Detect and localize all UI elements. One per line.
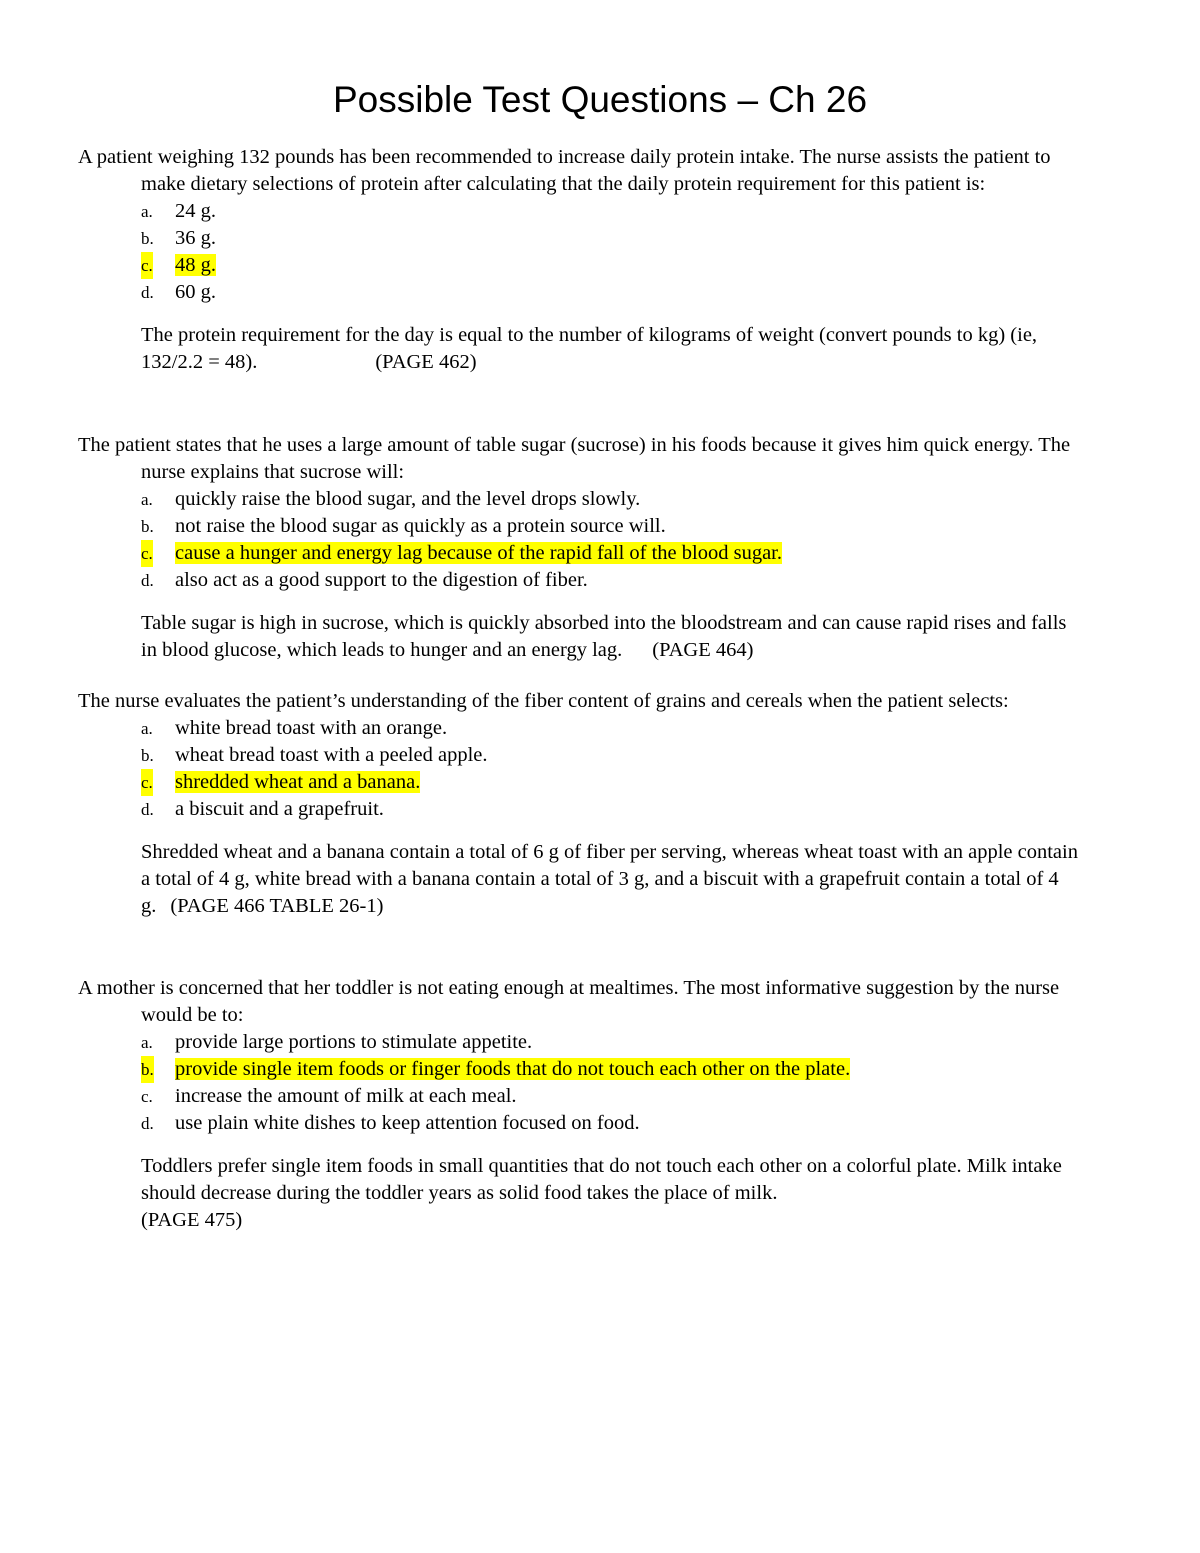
answer-rationale bbox=[78, 1153, 1078, 1234]
option-letter: d. bbox=[141, 283, 154, 302]
option-text: 60 g. bbox=[175, 281, 216, 303]
question-stem: The patient states that he uses a large amount of table sugar (sucrose) in his foods because it gives him quick energy. The nurse explains that sucrose will: bbox=[78, 434, 1071, 483]
option-letter: d. bbox=[141, 800, 154, 819]
option-d bbox=[78, 796, 1078, 823]
option-letter: d. bbox=[141, 1114, 154, 1133]
option-text: also act as a good support to the digestion of fiber. bbox=[175, 569, 588, 591]
option-c-correct bbox=[78, 252, 1078, 279]
option-text-highlighted: cause a hunger and energy lag because of the rapid fall of the blood sugar. bbox=[175, 542, 782, 564]
page-reference: (PAGE 466 TABLE 26-1) bbox=[170, 895, 384, 917]
option-letter: d. bbox=[141, 571, 154, 590]
answer-options bbox=[78, 715, 1078, 823]
option-d bbox=[78, 1110, 1078, 1137]
option-c-correct bbox=[78, 769, 1078, 796]
option-letter: c. bbox=[141, 540, 153, 567]
answer-rationale bbox=[78, 610, 1078, 664]
answer-rationale bbox=[78, 322, 1078, 376]
option-letter: a. bbox=[141, 1033, 153, 1052]
option-letter: b. bbox=[141, 1056, 154, 1083]
option-b bbox=[78, 513, 1078, 540]
option-letter: b. bbox=[141, 517, 154, 536]
option-letter: b. bbox=[141, 746, 154, 765]
option-letter: c. bbox=[141, 769, 153, 796]
option-text: increase the amount of milk at each meal. bbox=[175, 1085, 517, 1107]
option-a bbox=[78, 715, 1078, 742]
question-4 bbox=[78, 975, 1078, 1234]
page-reference: (PAGE 464) bbox=[652, 639, 754, 661]
option-text-highlighted: provide single item foods or finger foods that do not touch each other on the plate. bbox=[175, 1058, 851, 1080]
page-reference: (PAGE 462) bbox=[375, 351, 477, 373]
option-d bbox=[78, 567, 1078, 594]
option-text: provide large portions to stimulate appetite. bbox=[175, 1031, 533, 1053]
option-text: use plain white dishes to keep attention focused on food. bbox=[175, 1112, 640, 1134]
rationale-text: Toddlers prefer single item foods in small quantities that do not touch each other on a colorful plate. Milk intake should decrease during the toddler years as solid food takes the place of milk. bbox=[141, 1155, 1062, 1204]
answer-options bbox=[78, 198, 1078, 306]
option-text: a biscuit and a grapefruit. bbox=[175, 798, 384, 820]
question-3 bbox=[78, 688, 1078, 920]
question-stem: A patient weighing 132 pounds has been recommended to increase daily protein intake. The nurse assists the patient to make dietary selections of protein after calculating that the daily protein requirement for this patient is: bbox=[78, 146, 1051, 195]
question-1 bbox=[78, 144, 1078, 376]
option-a bbox=[78, 198, 1078, 225]
option-b-correct bbox=[78, 1056, 1078, 1083]
question-2 bbox=[78, 432, 1078, 664]
option-text-highlighted: 48 g. bbox=[175, 254, 216, 276]
option-a bbox=[78, 1029, 1078, 1056]
option-text: quickly raise the blood sugar, and the level drops slowly. bbox=[175, 488, 641, 510]
option-text: wheat bread toast with a peeled apple. bbox=[175, 744, 488, 766]
option-letter: a. bbox=[141, 490, 153, 509]
rationale-text: The protein requirement for the day is equal to the number of kilograms of weight (convert pounds to kg) (ie, 132/2.2 = 48). bbox=[141, 324, 1038, 373]
question-stem: The nurse evaluates the patient’s understanding of the fiber content of grains and cereals when the patient selects: bbox=[78, 690, 1009, 712]
answer-rationale bbox=[78, 839, 1078, 920]
page-title: Possible Test Questions – Ch 26 bbox=[332, 79, 868, 120]
option-text: white bread toast with an orange. bbox=[175, 717, 448, 739]
question-stem: A mother is concerned that her toddler is not eating enough at mealtimes. The most informative suggestion by the nurse would be to: bbox=[78, 977, 1060, 1026]
option-letter: a. bbox=[141, 202, 153, 221]
option-d bbox=[78, 279, 1078, 306]
option-b bbox=[78, 742, 1078, 769]
option-letter: c. bbox=[141, 1087, 153, 1106]
answer-options bbox=[78, 1029, 1078, 1137]
rationale-text: Shredded wheat and a banana contain a total of 6 g of fiber per serving, whereas wheat toast with an apple contain a total of 4 g, white bread with a banana contain a total of 3 g, and a biscuit with a grapefruit contain a total of 4 g. bbox=[141, 841, 1078, 917]
option-b bbox=[78, 225, 1078, 252]
option-text: 36 g. bbox=[175, 227, 216, 249]
option-c-correct bbox=[78, 540, 1078, 567]
page-reference: (PAGE 475) bbox=[141, 1209, 243, 1231]
option-text: not raise the blood sugar as quickly as a protein source will. bbox=[175, 515, 666, 537]
option-a bbox=[78, 486, 1078, 513]
answer-options bbox=[78, 486, 1078, 594]
option-letter: b. bbox=[141, 229, 154, 248]
option-text-highlighted: shredded wheat and a banana. bbox=[175, 771, 421, 793]
option-letter: a. bbox=[141, 719, 153, 738]
option-letter: c. bbox=[141, 252, 153, 279]
option-text: 24 g. bbox=[175, 200, 216, 222]
rationale-text: Table sugar is high in sucrose, which is quickly absorbed into the bloodstream and can cause rapid rises and falls in blood glucose, which leads to hunger and an energy lag. bbox=[141, 612, 1067, 661]
option-c bbox=[78, 1083, 1078, 1110]
